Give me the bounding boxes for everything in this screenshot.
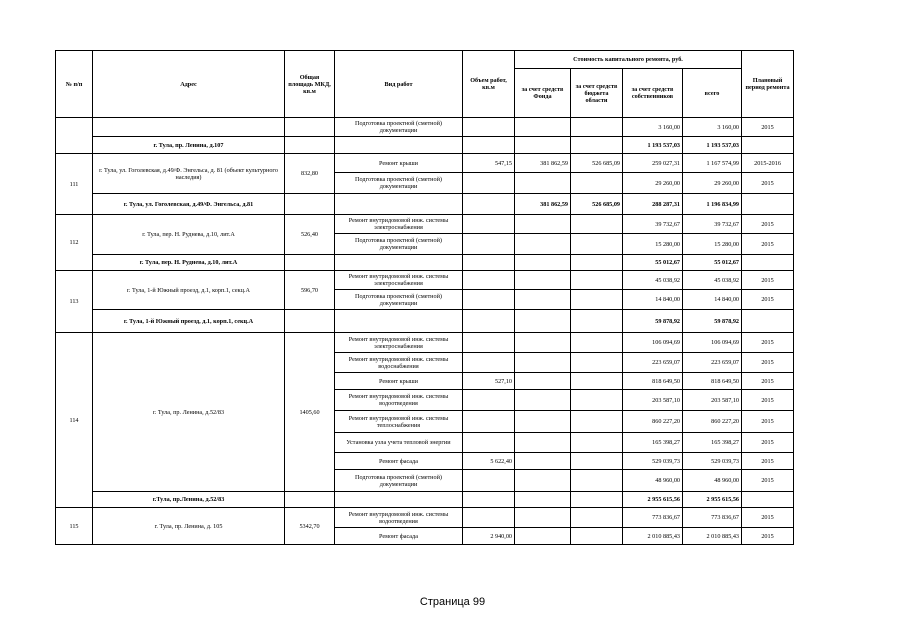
header-period: Плановый период ремонта: [742, 51, 794, 118]
cell-address: г. Тула, пр. Ленина, д.52/83: [93, 333, 285, 492]
subtotal-address: г. Тула, пер. Н. Руднева, д.10, лит.А: [93, 255, 285, 271]
cell-region: [571, 433, 623, 453]
header-cost-group: Стоимость капитального ремонта, руб.: [515, 51, 742, 69]
cell-region: 526 685,09: [571, 154, 623, 173]
cell-region: [571, 373, 623, 390]
header-num: № п/п: [56, 51, 93, 118]
cell-period: 2015: [742, 390, 794, 411]
cell-total: 223 659,07: [683, 353, 742, 373]
cell-region: [571, 508, 623, 528]
cell-region: [571, 390, 623, 411]
cell-period: 2015: [742, 290, 794, 310]
cell-period: 2015: [742, 453, 794, 470]
cell-period: [742, 255, 794, 271]
cell-work: Подготовка проектной (сметной) документации: [335, 234, 463, 255]
cell-area: 596,70: [285, 271, 335, 310]
header-volume: Объем работ, кв.м: [463, 51, 515, 118]
cell-fund: [515, 310, 571, 333]
cell-region: [571, 234, 623, 255]
cell-work: Ремонт внутридомовой инж. системы водоотведения: [335, 390, 463, 411]
cell-fund: [515, 234, 571, 255]
cell-work: Установка узла учета тепловой энергии: [335, 433, 463, 453]
cell-address: г. Тула, пер. Н. Руднева, д.10, лит.А: [93, 215, 285, 255]
cell-volume: 547,15: [463, 154, 515, 173]
cell-own: 860 227,20: [623, 411, 683, 433]
cell-volume: 2 940,00: [463, 528, 515, 545]
cell-area: [285, 310, 335, 333]
cell-total: 529 039,73: [683, 453, 742, 470]
header-own: за счет средств собственников: [623, 69, 683, 118]
cell-area: [285, 194, 335, 215]
cell-region: [571, 453, 623, 470]
cell-fund: [515, 528, 571, 545]
subtotal-total: 59 878,92: [683, 310, 742, 333]
cell-address: [93, 118, 285, 137]
cell-total: 1 167 574,99: [683, 154, 742, 173]
cell-volume: [463, 433, 515, 453]
subtotal-region: 526 685,09: [571, 194, 623, 215]
cell-period: [742, 492, 794, 508]
cell-area: 526,40: [285, 215, 335, 255]
subtotal-row: [56, 137, 794, 154]
cell-total: 3 160,00: [683, 118, 742, 137]
cell-fund: [515, 492, 571, 508]
cell-period: 2015: [742, 215, 794, 234]
cell-area: 1405,60: [285, 333, 335, 492]
cell-volume: [463, 492, 515, 508]
cell-volume: 5 622,40: [463, 453, 515, 470]
cell-own: 2 010 885,43: [623, 528, 683, 545]
cell-total: 773 836,67: [683, 508, 742, 528]
cell-total: 14 840,00: [683, 290, 742, 310]
cell-own: 223 659,07: [623, 353, 683, 373]
cell-fund: [515, 508, 571, 528]
cell-fund: [515, 271, 571, 290]
cell-region: [571, 255, 623, 271]
table-row: [56, 215, 794, 234]
cell-total: 48 960,00: [683, 470, 742, 492]
subtotal-row: [56, 310, 794, 333]
header-total: всего: [683, 69, 742, 118]
cell-region: [571, 353, 623, 373]
cell-area: [285, 492, 335, 508]
cell-volume: [463, 390, 515, 411]
cell-fund: [515, 215, 571, 234]
subtotal-own: 1 193 537,03: [623, 137, 683, 154]
cell-work: Подготовка проектной (сметной) документации: [335, 470, 463, 492]
cell-total: 45 038,92: [683, 271, 742, 290]
cell-region: [571, 137, 623, 154]
cell-volume: [463, 508, 515, 528]
cell-region: [571, 333, 623, 353]
row-number: 111: [56, 154, 93, 215]
cell-region: [571, 470, 623, 492]
cell-total: 165 398,27: [683, 433, 742, 453]
cell-work: Ремонт внутридомовой инж. системы электроснабжения: [335, 215, 463, 234]
header-area: Общая площадь МКД, кв.м: [285, 51, 335, 118]
subtotal-row: [56, 492, 794, 508]
cell-fund: 381 862,59: [515, 154, 571, 173]
cell-volume: [463, 194, 515, 215]
subtotal-address: г. Тула, 1-й Южный проезд, д.1, корп.1, секц.А: [93, 310, 285, 333]
cell-own: 203 587,10: [623, 390, 683, 411]
cell-fund: [515, 173, 571, 194]
subtotal-total: 2 955 615,56: [683, 492, 742, 508]
cell-work: Ремонт фасада: [335, 453, 463, 470]
cell-period: 2015: [742, 411, 794, 433]
cell-work: [335, 137, 463, 154]
cell-region: [571, 290, 623, 310]
cell-volume: [463, 271, 515, 290]
cell-region: [571, 492, 623, 508]
subtotal-own: 55 012,67: [623, 255, 683, 271]
cell-period: [742, 137, 794, 154]
cell-period: 2015: [742, 373, 794, 390]
subtotal-total: 1 193 537,03: [683, 137, 742, 154]
cell-period: 2015: [742, 234, 794, 255]
row-number: 113: [56, 271, 93, 333]
subtotal-address: г. Тула, пр. Ленина, д.107: [93, 137, 285, 154]
cell-fund: [515, 137, 571, 154]
cell-region: [571, 411, 623, 433]
cell-volume: [463, 470, 515, 492]
cell-work: Ремонт фасада: [335, 528, 463, 545]
cell-own: 259 027,31: [623, 154, 683, 173]
cell-period: 2015: [742, 470, 794, 492]
cell-fund: [515, 390, 571, 411]
subtotal-total: 1 196 834,99: [683, 194, 742, 215]
cell-volume: [463, 173, 515, 194]
capital-repair-table: [55, 50, 794, 545]
table-row: [56, 118, 794, 137]
table-header-row: [56, 51, 794, 69]
cell-own: 39 732,67: [623, 215, 683, 234]
cell-period: 2015: [742, 433, 794, 453]
header-region: за счет средств бюджета области: [571, 69, 623, 118]
row-number: 115: [56, 508, 93, 545]
cell-work: Подготовка проектной (сметной) документации: [335, 290, 463, 310]
cell-work: Ремонт крыши: [335, 154, 463, 173]
page-number: Страница 99: [419, 596, 486, 608]
cell-volume: [463, 310, 515, 333]
header-fund: за счет средств Фонда: [515, 69, 571, 118]
cell-region: [571, 173, 623, 194]
cell-work: Ремонт крыши: [335, 373, 463, 390]
cell-period: 2015: [742, 173, 794, 194]
cell-fund: [515, 333, 571, 353]
cell-own: 106 094,69: [623, 333, 683, 353]
cell-fund: [515, 470, 571, 492]
cell-work: Ремонт внутридомовой инж. системы водоотведения: [335, 508, 463, 528]
cell-own: 818 649,50: [623, 373, 683, 390]
cell-fund: [515, 453, 571, 470]
table-row: [56, 508, 794, 528]
cell-total: 818 649,50: [683, 373, 742, 390]
cell-volume: [463, 353, 515, 373]
header-address: Адрес: [93, 51, 285, 118]
cell-num: [56, 118, 93, 154]
row-number: 114: [56, 333, 93, 508]
cell-own: 3 160,00: [623, 118, 683, 137]
cell-work: Ремонт внутридомовой инж. системы водоснабжения: [335, 353, 463, 373]
cell-volume: [463, 137, 515, 154]
cell-total: 29 260,00: [683, 173, 742, 194]
cell-volume: [463, 255, 515, 271]
cell-total: 860 227,20: [683, 411, 742, 433]
cell-fund: [515, 353, 571, 373]
cell-own: 14 840,00: [623, 290, 683, 310]
cell-total: 203 587,10: [683, 390, 742, 411]
cell-own: 29 260,00: [623, 173, 683, 194]
cell-fund: [515, 290, 571, 310]
cell-region: [571, 310, 623, 333]
cell-work: Ремонт внутридомовой инж. системы электроснабжения: [335, 333, 463, 353]
cell-fund: [515, 433, 571, 453]
cell-area: 5342,70: [285, 508, 335, 545]
cell-region: [571, 215, 623, 234]
cell-fund: [515, 255, 571, 271]
subtotal-total: 55 012,67: [683, 255, 742, 271]
cell-work: [335, 310, 463, 333]
cell-region: [571, 528, 623, 545]
cell-period: [742, 310, 794, 333]
cell-own: 773 836,67: [623, 508, 683, 528]
subtotal-fund: 381 862,59: [515, 194, 571, 215]
cell-region: [571, 271, 623, 290]
cell-volume: [463, 411, 515, 433]
cell-own: 165 398,27: [623, 433, 683, 453]
cell-volume: [463, 234, 515, 255]
cell-total: 39 732,67: [683, 215, 742, 234]
subtotal-address: г. Тула, ул. Гоголевская, д.49/Ф. Энгельса, д.81: [93, 194, 285, 215]
cell-fund: [515, 118, 571, 137]
cell-area: [285, 118, 335, 137]
subtotal-own: 2 955 615,56: [623, 492, 683, 508]
cell-address: г. Тула, пр. Ленина, д. 105: [93, 508, 285, 545]
cell-total: 2 010 885,43: [683, 528, 742, 545]
subtotal-row: [56, 255, 794, 271]
cell-own: 48 960,00: [623, 470, 683, 492]
cell-own: 529 039,73: [623, 453, 683, 470]
cell-volume: [463, 333, 515, 353]
cell-own: 15 280,00: [623, 234, 683, 255]
cell-work: [335, 255, 463, 271]
table-row: [56, 333, 794, 353]
cell-period: 2015-2016: [742, 154, 794, 173]
cell-period: 2015: [742, 118, 794, 137]
cell-work: Подготовка проектной (сметной) документации: [335, 118, 463, 137]
subtotal-own: 59 878,92: [623, 310, 683, 333]
cell-work: Ремонт внутридомовой инж. системы теплоснабжения: [335, 411, 463, 433]
cell-fund: [515, 373, 571, 390]
header-work: Вид работ: [335, 51, 463, 118]
cell-region: [571, 118, 623, 137]
cell-area: [285, 255, 335, 271]
cell-period: 2015: [742, 271, 794, 290]
cell-own: 45 038,92: [623, 271, 683, 290]
cell-period: 2015: [742, 508, 794, 528]
subtotal-address: г.Тула, пр.Ленина, д.52/83: [93, 492, 285, 508]
cell-work: Подготовка проектной (сметной) документации: [335, 173, 463, 194]
cell-work: [335, 492, 463, 508]
table-row: [56, 154, 794, 173]
cell-area: [285, 137, 335, 154]
cell-volume: [463, 215, 515, 234]
subtotal-own: 288 287,31: [623, 194, 683, 215]
cell-address: г. Тула, ул. Гоголевская, д.49/Ф. Энгельса, д. 81 (объект культурного наследия): [93, 154, 285, 194]
cell-address: г. Тула, 1-й Южный проезд, д.1, корп.1, секц.А: [93, 271, 285, 310]
subtotal-row: [56, 194, 794, 215]
cell-total: 106 094,69: [683, 333, 742, 353]
cell-volume: 527,10: [463, 373, 515, 390]
cell-work: [335, 194, 463, 215]
cell-period: 2015: [742, 333, 794, 353]
cell-total: 15 280,00: [683, 234, 742, 255]
cell-volume: [463, 118, 515, 137]
cell-volume: [463, 290, 515, 310]
cell-period: 2015: [742, 528, 794, 545]
cell-period: 2015: [742, 353, 794, 373]
cell-area: 832,80: [285, 154, 335, 194]
cell-work: Ремонт внутридомовой инж. системы электроснабжения: [335, 271, 463, 290]
table-row: [56, 271, 794, 290]
cell-fund: [515, 411, 571, 433]
cell-period: [742, 194, 794, 215]
row-number: 112: [56, 215, 93, 271]
